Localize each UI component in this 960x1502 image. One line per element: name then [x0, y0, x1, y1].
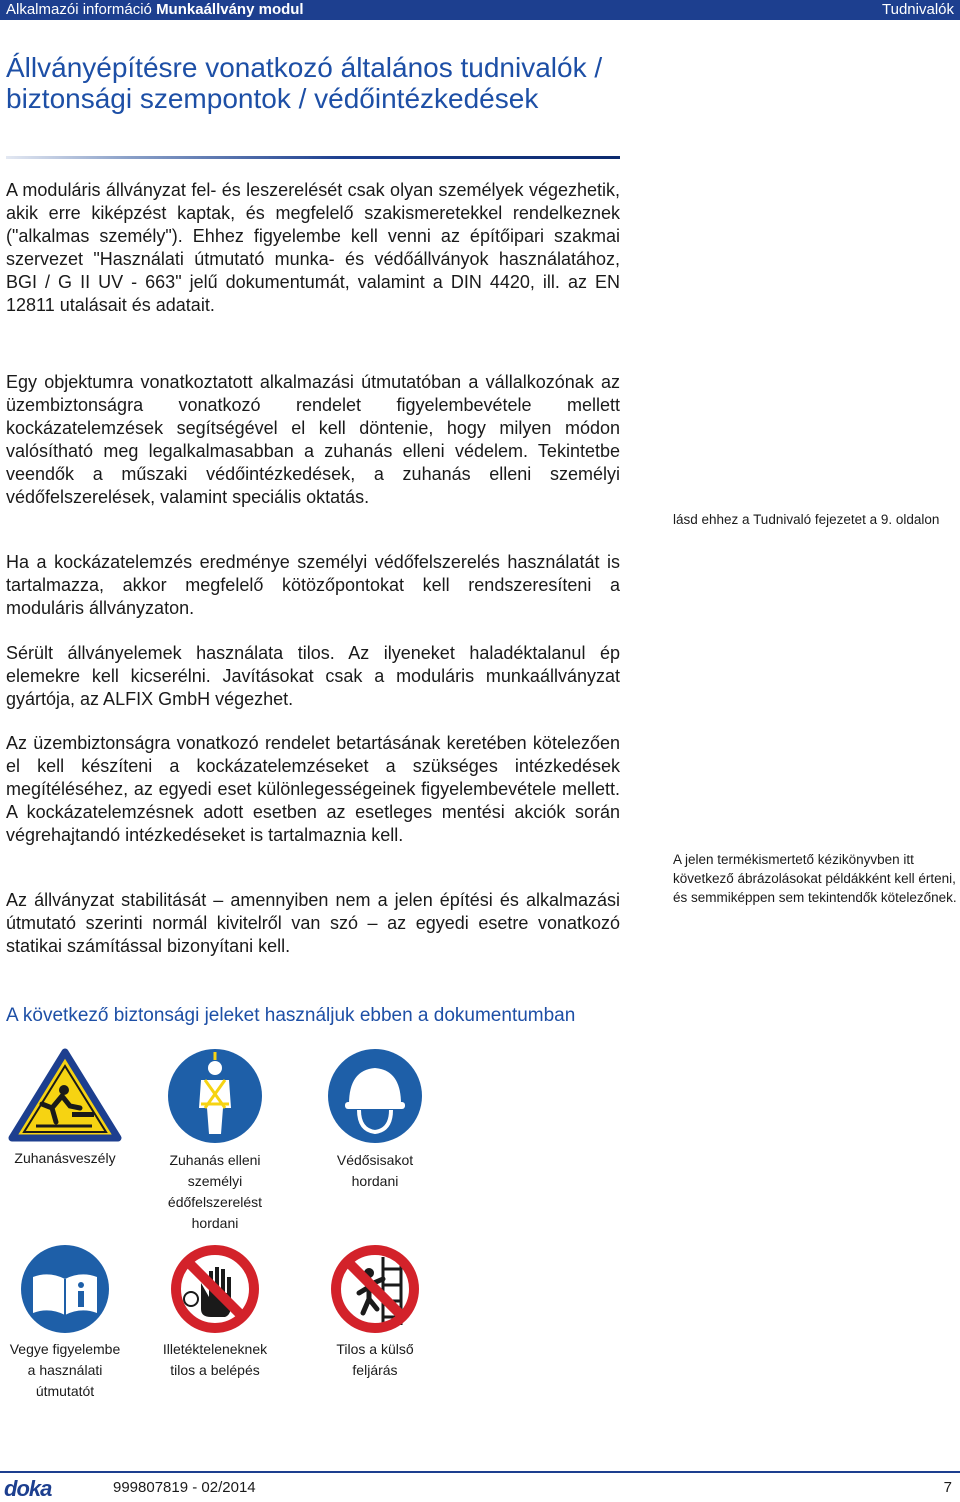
doka-logo: doka — [4, 1476, 52, 1501]
harness-mandatory-icon — [165, 1046, 265, 1146]
symbol-no-entry — [150, 1243, 280, 1381]
symbol-caption: Tilos a külső feljárás — [336, 1341, 414, 1378]
symbol-helmet — [310, 1046, 440, 1192]
paragraph-anchor-points: Ha a kockázatelemzés eredménye személyi védőfelszerelés használatát is tartalmazza, akkor megfelelő kötözőpontokat kell rendszeresíteni a moduláris állványzaton. — [6, 552, 620, 618]
header-label-module: Munkaállvány modul — [156, 1, 304, 18]
header-section: Tudnivalók — [882, 1, 954, 18]
paragraph-risk-assessment: Az üzembiztonságra vonatkozó rendelet betartásának keretében kötelezően el kell készíteni a kockázatelemzéseket a szükséges intézkedések megítéléséhez, az egyedi eset különlegességeinek figyelembevétele mellett. A kockázatelemzésnek adott esetben az esetleges mentési akciók során végrehajtandó intézkedéseket is tartalmaznia kell. — [6, 733, 620, 845]
read-manual-icon — [15, 1243, 115, 1335]
symbol-read-manual — [0, 1243, 130, 1402]
footer-rule — [0, 1471, 960, 1473]
symbol-caption: Zuhanás elleni személyi édőfelszerelést hordani — [167, 1152, 263, 1231]
paragraph-stability: Az állványzat stabilitását – amennyiben nem a jelen építési és alkalmazási útmutató szerinti normál kivitelről van szó – az egyedi esetre vonatkozó statikai számítással bizonyítani kell. — [6, 890, 620, 956]
page-title: Állványépítésre vonatkozó általános tudnivalók / biztonsági szempontok / védőintézkedések — [6, 52, 603, 114]
paragraph-risk-instructions: Egy objektumra vonatkoztatott alkalmazási útmutatóban a vállalkozónak az üzembiztonságra vonatkozó rendelet figyelembevétele mellett kockázatelemzések segítségével el kell döntenie, hogy milyen módon valósítható meg legalkalmasabban a zuhanás elleni védelem. Tekintetbe veendők a műszaki védőintézkedések, a zuhanás elleni személyi védőfelszerelések, valamint speciális oktatás. — [6, 372, 620, 507]
symbol-caption: Vegye figyelembe a használati útmutatót — [9, 1341, 121, 1399]
header-bar — [0, 0, 960, 20]
page-number: 7 — [943, 1479, 952, 1496]
footer-doc-code: 999807819 - 02/2014 — [113, 1479, 256, 1496]
no-climbing-outside-icon — [325, 1243, 425, 1335]
symbol-caption: Védősisakot hordani — [336, 1152, 414, 1189]
symbol-fall-hazard — [0, 1046, 130, 1169]
symbol-no-climbing — [310, 1243, 440, 1381]
title-rule — [6, 156, 620, 159]
symbol-harness — [150, 1046, 280, 1234]
symbols-heading: A következő biztonsági jeleket használjuk ebben a dokumentumban — [6, 1005, 576, 1026]
header-label-prefix: Alkalmazói információ — [6, 1, 152, 18]
fall-hazard-warning-icon — [6, 1046, 124, 1144]
paragraph-damaged-elements: Sérült állványelemek használata tilos. Az ilyeneket haladéktalanul ép elemekre kell kicserélni. Javításokat csak a moduláris munkaállványzat gyártója, az ALFIX GmbH végezhet. — [6, 643, 620, 709]
symbol-caption: Zuhanásveszély — [14, 1150, 116, 1166]
helmet-mandatory-icon — [325, 1046, 425, 1146]
symbol-caption: Illetékteleneknek tilos a belépés — [162, 1341, 268, 1378]
header-label — [6, 0, 304, 20]
no-entry-unauthorized-icon — [165, 1243, 265, 1335]
paragraph-qualified-persons: A moduláris állványzat fel- és leszerelését csak olyan személyek végezhetik, akik erre kiképzést kaptak, és megfelelő szakismeretekkel rendelkeznek ("alkalmas személy"). Ehhez figyelembe kell venni az építőipari szakmai szervezet "Használati útmutató munka- és védőállványok használatához, BGI / G II UV - 663" jelű dokumentumát, valamint a DIN 4420, ill. az EN 12811 utalásait és adatait. — [6, 180, 620, 315]
side-note-reference: lásd ehhez a Tudnivaló fejezetet a 9. oldalon — [673, 512, 940, 527]
side-note-examples: A jelen termékismertető kézikönyvben itt következő ábrázolásokat példákként kell érteni, és semmiképpen sem tekintendők kötelezőnek. — [673, 852, 957, 905]
